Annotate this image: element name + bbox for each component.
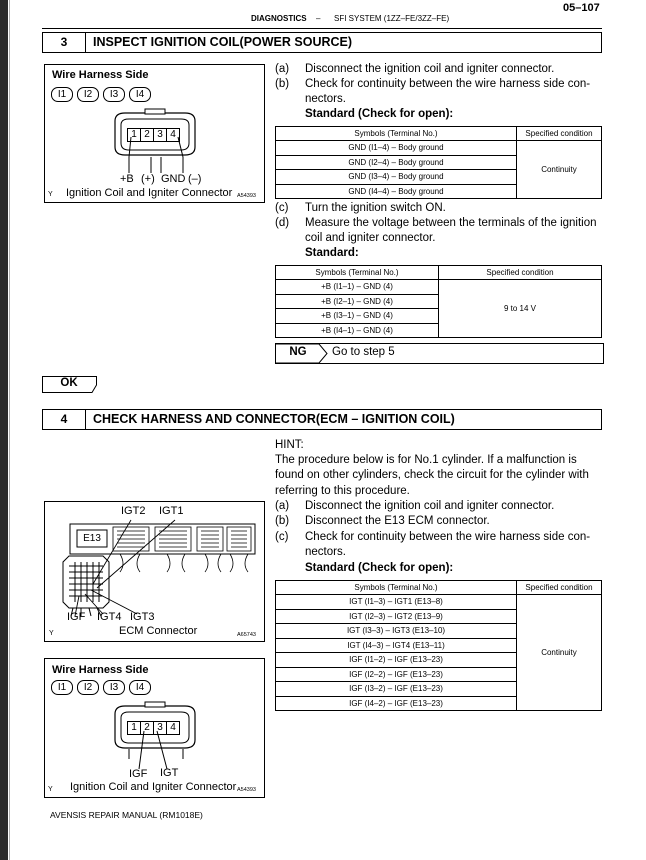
header-rule	[42, 28, 602, 29]
label-minus: (–)	[188, 173, 202, 185]
pill-i1: I1	[51, 87, 73, 102]
label-plus-b: +B	[120, 173, 134, 185]
pill-i4: I4	[129, 87, 151, 102]
figure-caption: ECM Connector	[119, 625, 198, 637]
ok-label: OK	[60, 377, 78, 389]
instr-b-letter: (b)	[275, 515, 290, 527]
label-gnd: GND	[161, 173, 186, 185]
label-igt3: IGT3	[130, 611, 155, 623]
pin-1: 1	[127, 721, 141, 735]
pin-3: 3	[153, 721, 167, 735]
label-plus: (+)	[141, 173, 155, 185]
col-header-condition: Specified condition	[517, 127, 602, 141]
table-row: +B (I1–1) – GND (4)	[276, 280, 439, 295]
header-dash: –	[316, 14, 321, 23]
table-row: IGT (I3–3) – IGT3 (E13–10)	[276, 624, 517, 639]
coil-pin-row	[127, 721, 183, 734]
figure-title: Wire Harness Side	[52, 664, 149, 676]
ng-label: NG	[289, 346, 307, 358]
page-binding-rail	[0, 0, 8, 860]
hint-line-3: referring to this procedure.	[275, 485, 410, 497]
instr-d-text-1: Measure the voltage between the terminals of the ignition	[305, 217, 597, 229]
step-3-title: INSPECT IGNITION COIL(POWER SOURCE)	[93, 35, 353, 49]
pin-2: 2	[140, 721, 154, 735]
instr-d-text-2: coil and igniter connector.	[305, 232, 436, 244]
instr-a-text: Disconnect the ignition coil and igniter connector.	[305, 63, 555, 75]
table-row: IGF (I1–2) – IGF (E13–23)	[276, 653, 517, 668]
ecm-connector-figure	[44, 501, 265, 642]
table-row: GND (I2–4) – Body ground	[276, 155, 517, 170]
figure-code: A54393	[237, 193, 256, 199]
condition-cell: Continuity	[517, 595, 602, 711]
table-row: IGF (I3–2) – IGF (E13–23)	[276, 682, 517, 697]
table-row: +B (I2–1) – GND (4)	[276, 294, 439, 309]
header-section: DIAGNOSTICS	[251, 14, 307, 23]
pin-2: 2	[140, 128, 154, 142]
pill-i2: I2	[77, 87, 99, 102]
ecm-connector-id: E13	[83, 533, 101, 544]
step-4-number: 4	[43, 410, 86, 429]
label-igt4: IGT4	[97, 611, 122, 623]
spec-table-harness	[275, 580, 602, 711]
page-binding-rail-edge	[9, 0, 10, 860]
step-4-heading	[42, 409, 602, 430]
label-igt2: IGT2	[121, 505, 146, 517]
instr-b-letter: (b)	[275, 78, 290, 90]
figure-caption: Ignition Coil and Igniter Connector	[66, 187, 233, 199]
col-header-symbols: Symbols (Terminal No.)	[276, 581, 517, 595]
table-row: +B (I3–1) – GND (4)	[276, 309, 439, 324]
instr-c-text: Turn the ignition switch ON.	[305, 202, 446, 214]
table-row: +B (I4–1) – GND (4)	[276, 323, 439, 338]
label-igf: IGF	[67, 611, 86, 623]
condition-cell: Continuity	[517, 141, 602, 199]
table-row: GND (I1–4) – Body ground	[276, 141, 517, 156]
standard-label: Standard (Check for open):	[305, 108, 454, 120]
figure-corner-mark: Y	[48, 191, 53, 198]
spec-table-continuity	[275, 126, 602, 199]
col-header-symbols: Symbols (Terminal No.)	[276, 266, 439, 280]
instr-c-letter: (c)	[275, 531, 289, 543]
instr-b-text: Disconnect the E13 ECM connector.	[305, 515, 490, 527]
coil-pin-row	[127, 128, 183, 141]
pin-1: 1	[127, 128, 141, 142]
figure-title: Wire Harness Side	[52, 69, 149, 81]
step-3-heading	[42, 32, 602, 53]
ok-result-tab[interactable]	[42, 376, 97, 392]
instr-c-text-2: nectors.	[305, 546, 346, 558]
pin-4: 4	[166, 721, 180, 735]
table-row: IGT (I4–3) – IGT4 (E13–11)	[276, 638, 517, 653]
table-row: IGT (I2–3) – IGT2 (E13–9)	[276, 609, 517, 624]
pill-i3: I3	[103, 87, 125, 102]
label-igf: IGF	[129, 768, 148, 780]
label-igt: IGT	[160, 767, 179, 779]
hint-label: HINT:	[275, 439, 304, 451]
label-igt1: IGT1	[159, 505, 184, 517]
hint-line-1: The procedure below is for No.1 cylinder. If a malfunction is	[275, 454, 577, 466]
instr-b-text-1: Check for continuity between the wire harness side con-	[305, 78, 591, 90]
spec-table-voltage	[275, 265, 602, 338]
pill-i2: I2	[77, 680, 99, 695]
page-number: 05–107	[563, 2, 600, 14]
table-row: IGT (I1–3) – IGT1 (E13–8)	[276, 595, 517, 610]
col-header-symbols: Symbols (Terminal No.)	[276, 127, 517, 141]
instr-d-letter: (d)	[275, 217, 290, 229]
step-4-title: CHECK HARNESS AND CONNECTOR(ECM – IGNITION COIL)	[93, 412, 455, 426]
figure-corner-mark: Y	[49, 630, 54, 637]
table-row: GND (I3–4) – Body ground	[276, 170, 517, 185]
pill-i3: I3	[103, 680, 125, 695]
standard-label: Standard:	[305, 247, 359, 259]
table-row: IGF (I2–2) – IGF (E13–23)	[276, 667, 517, 682]
col-header-condition: Specified condition	[439, 266, 602, 280]
instr-a-letter: (a)	[275, 63, 290, 75]
figure-code: A54393	[237, 787, 256, 793]
figure-caption: Ignition Coil and Igniter Connector	[70, 781, 237, 793]
condition-cell: 9 to 14 V	[439, 280, 602, 338]
ng-result-bar[interactable]	[275, 343, 604, 364]
pill-i1: I1	[51, 680, 73, 695]
ng-action: Go to step 5	[332, 346, 395, 358]
step-3-number: 3	[43, 33, 86, 52]
instr-c-text-1: Check for continuity between the wire harness side con-	[305, 531, 591, 543]
pill-i4: I4	[129, 680, 151, 695]
figure-corner-mark: Y	[48, 786, 53, 793]
table-row: GND (I4–4) – Body ground	[276, 184, 517, 199]
table-row: IGF (I4–2) – IGF (E13–23)	[276, 696, 517, 711]
pin-4: 4	[166, 128, 180, 142]
manual-footer: AVENSIS REPAIR MANUAL (RM1018E)	[50, 810, 203, 820]
instr-c-letter: (c)	[275, 202, 289, 214]
instr-a-letter: (a)	[275, 500, 290, 512]
coil-connector-figure	[44, 658, 265, 798]
pin-3: 3	[153, 128, 167, 142]
standard-label: Standard (Check for open):	[305, 562, 454, 574]
step-3-figure	[44, 64, 265, 203]
instr-a-text: Disconnect the ignition coil and igniter connector.	[305, 500, 555, 512]
header-system: SFI SYSTEM (1ZZ–FE/3ZZ–FE)	[334, 14, 450, 23]
figure-code: A65743	[237, 632, 256, 638]
hint-line-2: found on other cylinders, check the circuit for the cylinder with	[275, 469, 589, 481]
col-header-condition: Specified condition	[517, 581, 602, 595]
instr-b-text-2: nectors.	[305, 93, 346, 105]
